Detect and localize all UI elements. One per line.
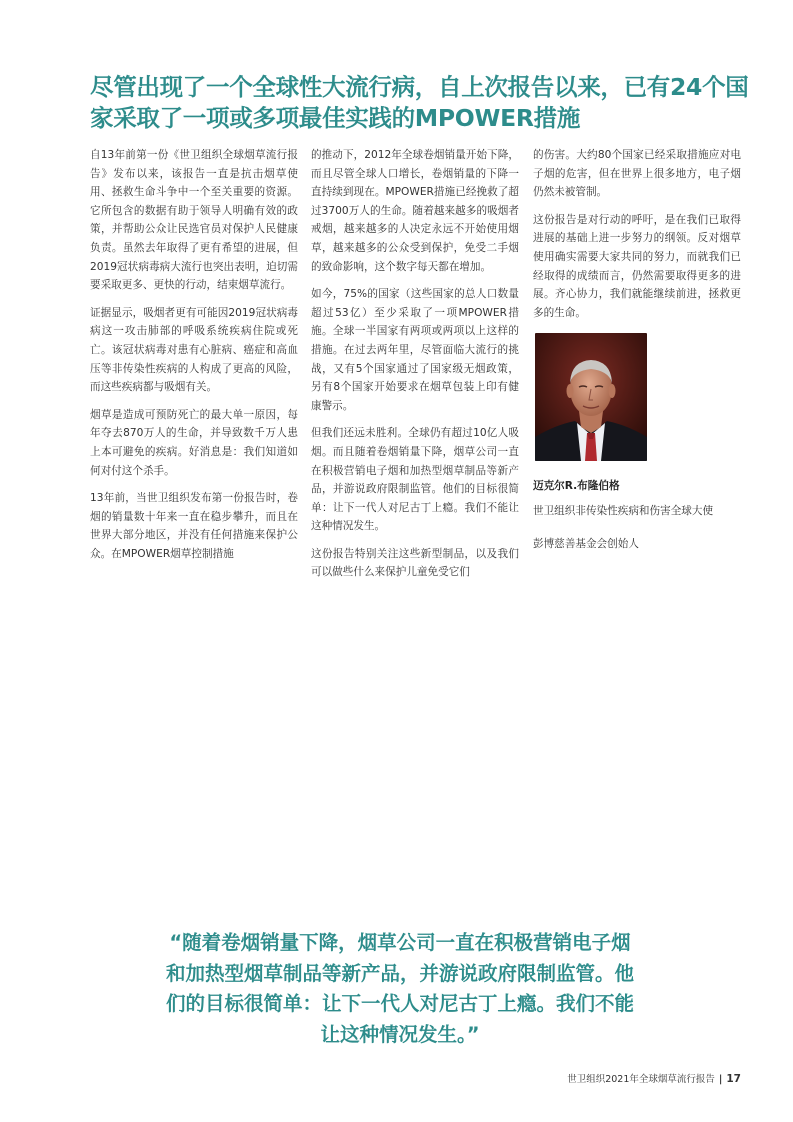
signature-name: 迈克尔R.布隆伯格 [533,480,620,493]
paragraph: 13年前，当世卫组织发布第一份报告时，卷烟的销量数十年来一直在稳步攀升，而且在世界大部分地区，并没有任何措施来保护公众。在MPOWER烟草控制措施 [90,492,298,560]
text-column-3 [533,146,741,567]
page-footer [567,1071,741,1085]
paragraph: 这份报告是对行动的呼吁，是在我们已取得进展的基础上进一步努力的纲领。反对烟草使用确实需要大家共同的努力，而就我们已经取得的成绩而言，仍然需要取得更多的进展。齐心协力，我们就能继续前进，拯救更多的生命。 [533,213,741,319]
text-column-1 [90,146,298,572]
portrait-photo [535,333,647,461]
footer-separator: | [718,1074,723,1085]
paragraph: 这份报告特别关注这些新型制品，以及我们可以做些什么来保护儿童免受它们 [311,547,519,579]
paragraph: 的伤害。大约80个国家已经采取措施应对电子烟的危害，但在世界上很多地方，电子烟仍然未被管制。 [533,149,741,199]
paragraph: 证据显示，吸烟者更有可能因2019冠状病毒病这一攻击肺部的呼吸系统疾病住院或死亡。该冠状病毒对患有心脏病、癌症和高血压等非传染性疾病的人构成了更高的风险，而这些疾病都与吸烟有关。 [90,306,298,394]
paragraph: 烟草是造成可预防死亡的最大单一原因，每年夺去870万人的生命，并导致数千万人患上本可避免的疾病。好消息是：我们知道如何对付这个杀手。 [90,408,298,477]
page-title: 尽管出现了一个全球性大流行病，自上次报告以来，已有24个国家采取了一项或多项最佳实践的MPOWER措施 [90,73,749,132]
page-number: 17 [726,1073,741,1085]
paragraph: 如今，75%的国家（这些国家的总人口数量超过53亿）至少采取了一项MPOWER措施。全球一半国家有两项或两项以上这样的措施。在过去两年里，尽管面临大流行的挑战，又有5个国家通过了国家级无烟政策，另有8个国家开始要求在烟草包装上印有健康警示。 [311,288,519,412]
pull-quote: “随着卷烟销量下降，烟草公司一直在积极营销电子烟和加热型烟草制品等新产品，并游说政府限制监管。他们的目标很简单：让下一代人对尼古丁上瘾。我们不能让这种情况发生。” [165,931,634,1046]
text-column-2 [311,146,519,591]
footer-report-title: 世卫组织2021年全球烟草流行报告 [567,1074,715,1085]
paragraph: 的推动下，2012年全球卷烟销量开始下降，而且尽管全球人口增长，卷烟销量的下降一直持续到现在。MPOWER措施已经挽救了超过3700万人的生命。随着越来越多的吸烟者戒烟，越来越多的人决定永远不开始使用烟草，越来越多的公众受到保护，免受二手烟的致命影响，这个数字每天都在增加。 [311,149,519,273]
paragraph: 但我们还远未胜利。全球仍有超过10亿人吸烟。而且随着卷烟销量下降，烟草公司一直在积极营销电子烟和加热型烟草制品等新产品，并游说政府限制监管。他们的目标很简单：让下一代人对尼古丁上瘾。我们不能让这种情况发生。 [311,427,519,533]
paragraph: 自13年前第一份《世卫组织全球烟草流行报告》发布以来，该报告一直是抗击烟草使用、拯救生命斗争中一个至关重要的资源。它所包含的数据有助于领导人明确有效的政策，并帮助公众让民选官员对保护人民健康负责。虽然去年取得了更有希望的进展，但2019冠状病毒病大流行也突出表明，迫切需要采取更多、更快的行动，结束烟草流行。 [90,149,298,292]
signature-role: 世卫组织非传染性疾病和伤害全球大使 [533,504,714,517]
signature-organization: 彭博慈善基金会创始人 [533,537,639,550]
